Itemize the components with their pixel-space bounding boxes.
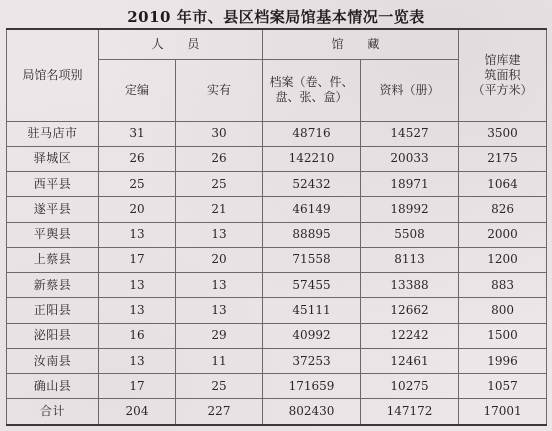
table-row: [7, 172, 547, 197]
table-row: [7, 121, 547, 146]
quota-cell: 31: [99, 121, 176, 146]
actual-cell: 13: [176, 273, 263, 298]
quota-cell: 13: [99, 348, 176, 373]
region-name-cell: 新蔡县: [7, 273, 99, 298]
quota-cell: 13: [99, 273, 176, 298]
area-cell: 1500: [459, 323, 547, 348]
materials-cell: 20033: [361, 146, 459, 171]
region-name-cell: 泌阳县: [7, 323, 99, 348]
row-label-header: [7, 29, 99, 121]
materials-cell: 13388: [361, 273, 459, 298]
archives-cell: 142210: [263, 146, 361, 171]
row-label-text: 局馆名项别: [22, 67, 83, 82]
area-header-text: [473, 53, 533, 98]
quota-cell: 16: [99, 323, 176, 348]
area-header-line-3: （平方米）: [472, 82, 533, 97]
actual-cell: 26: [176, 146, 263, 171]
actual-header: [176, 59, 263, 121]
personnel-group-header: [99, 29, 263, 59]
actual-cell: 11: [176, 348, 263, 373]
materials-cell: 14527: [361, 121, 459, 146]
materials-cell: 18971: [361, 172, 459, 197]
area-cell: 2000: [459, 222, 547, 247]
quota-cell: 25: [99, 172, 176, 197]
materials-header: [361, 59, 459, 121]
holdings-group-text: 馆 藏: [331, 36, 390, 51]
holdings-group-header: [263, 29, 459, 59]
table-row: [7, 298, 547, 323]
table-row: [7, 197, 547, 222]
archives-cell: 46149: [263, 197, 361, 222]
region-name-cell: 正阳县: [7, 298, 99, 323]
total-actual-cell: 227: [176, 399, 263, 425]
archives-cell: 40992: [263, 323, 361, 348]
area-cell: 1200: [459, 247, 547, 272]
materials-cell: 18992: [361, 197, 459, 222]
actual-cell: 25: [176, 172, 263, 197]
actual-cell: 21: [176, 197, 263, 222]
archives-cell: 37253: [263, 348, 361, 373]
personnel-group-text: 人 员: [151, 36, 210, 51]
archives-cell: 71558: [263, 247, 361, 272]
archives-cell: 171659: [263, 374, 361, 399]
region-name-cell: 确山县: [7, 374, 99, 399]
actual-cell: 29: [176, 323, 263, 348]
table-row: [7, 323, 547, 348]
actual-cell: 20: [176, 247, 263, 272]
area-cell: 2175: [459, 146, 547, 171]
quota-cell: 20: [99, 197, 176, 222]
quota-header: [99, 59, 176, 121]
header-row-1: [7, 29, 547, 59]
actual-cell: 25: [176, 374, 263, 399]
table-row: [7, 348, 547, 373]
area-cell: 883: [459, 273, 547, 298]
materials-cell: 8113: [361, 247, 459, 272]
region-name-cell: 西平县: [7, 172, 99, 197]
region-name-cell: 上蔡县: [7, 247, 99, 272]
area-cell: 826: [459, 197, 547, 222]
total-label-cell: 合计: [7, 399, 99, 425]
region-name-cell: 驻马店市: [7, 121, 99, 146]
materials-header-text: 资料（册）: [379, 82, 440, 97]
archives-header-text: [270, 75, 354, 105]
archives-cell: 88895: [263, 222, 361, 247]
archives-header-line-2: 盘、张、盒）: [275, 90, 348, 104]
materials-cell: 12461: [361, 348, 459, 373]
total-area-cell: 17001: [459, 399, 547, 425]
region-name-cell: 驿城区: [7, 146, 99, 171]
materials-cell: 10275: [361, 374, 459, 399]
materials-cell: 12242: [361, 323, 459, 348]
area-cell: 3500: [459, 121, 547, 146]
actual-cell: 13: [176, 222, 263, 247]
area-cell: 1057: [459, 374, 547, 399]
area-header: [459, 29, 547, 121]
table-row: [7, 273, 547, 298]
actual-cell: 30: [176, 121, 263, 146]
total-archives-cell: 802430: [263, 399, 361, 425]
total-materials-cell: 147172: [361, 399, 459, 425]
region-name-cell: 遂平县: [7, 197, 99, 222]
archives-cell: 45111: [263, 298, 361, 323]
archives-header-line-1: 档案（卷、件、: [269, 75, 354, 89]
actual-header-text: 实有: [207, 82, 232, 97]
actual-cell: 13: [176, 298, 263, 323]
quota-header-text: 定编: [124, 82, 149, 97]
archives-cell: 52432: [263, 172, 361, 197]
archives-cell: 57455: [263, 273, 361, 298]
archive-bureau-table: [6, 28, 547, 426]
quota-cell: 13: [99, 222, 176, 247]
materials-cell: 12662: [361, 298, 459, 323]
area-header-line-2: 筑面积: [484, 67, 521, 82]
quota-cell: 13: [99, 298, 176, 323]
quota-cell: 17: [99, 247, 176, 272]
area-header-line-1: 馆库建: [484, 52, 521, 67]
total-row: [7, 399, 547, 425]
area-cell: 1996: [459, 348, 547, 373]
table-row: [7, 247, 547, 272]
area-cell: 1064: [459, 172, 547, 197]
area-cell: 800: [459, 298, 547, 323]
table-row: [7, 374, 547, 399]
table-row: [7, 222, 547, 247]
total-quota-cell: 204: [99, 399, 176, 425]
region-name-cell: 汝南县: [7, 348, 99, 373]
archives-cell: 48716: [263, 121, 361, 146]
archives-header: [263, 59, 361, 121]
table-row: [7, 146, 547, 171]
region-name-cell: 平舆县: [7, 222, 99, 247]
table-title: 2010 年市、县区档案局馆基本情况一览表: [127, 8, 425, 26]
materials-cell: 5508: [361, 222, 459, 247]
quota-cell: 17: [99, 374, 176, 399]
quota-cell: 26: [99, 146, 176, 171]
